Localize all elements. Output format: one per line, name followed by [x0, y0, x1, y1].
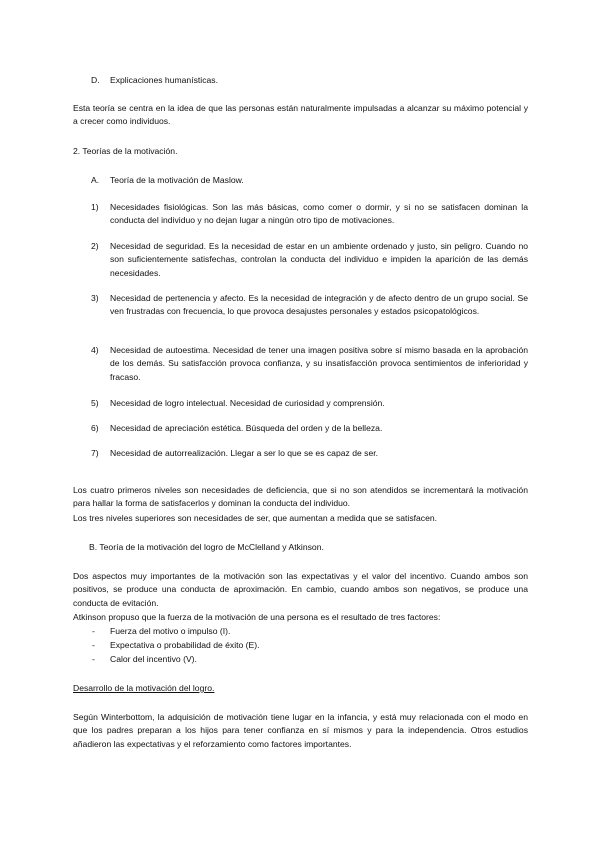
- section-d-title: Explicaciones humanísticas.: [110, 75, 218, 85]
- need-1-text: Son las más básicas, como comer o dormir, y si no se satisfacen dominan la conducta del individuo y no dejan lugar a ningún otro tipo de motivaciones.: [110, 202, 528, 226]
- need-2-item: [110, 240, 528, 280]
- need-6-text: Búsqueda del orden y de la belleza.: [245, 423, 383, 433]
- need-1-number: 1): [91, 202, 99, 212]
- need-7-text: Llegar a ser lo que se es capaz de ser.: [230, 448, 379, 458]
- humanistic-paragraph: Esta teoría se centra en la idea de que las personas están naturalmente impulsadas a alcanzar su máximo potencial y a crecer como individuos.: [73, 103, 528, 127]
- need-5-item: [110, 397, 528, 410]
- need-2-label: Necesidad de seguridad.: [110, 241, 207, 251]
- need-4-item: [110, 344, 528, 384]
- need-6-item: [110, 422, 528, 435]
- need-7-label: Necesidad de autorrealización.: [110, 448, 228, 458]
- need-2-number: 2): [91, 241, 99, 251]
- need-6-number: 6): [91, 423, 99, 433]
- need-4-label: Necesidad de autoestima.: [110, 345, 211, 355]
- section-b-title: B. Teoría de la motivación del logro de McClelland y Atkinson.: [89, 542, 324, 552]
- factor-3-text: Calor del incentivo (V).: [110, 654, 197, 664]
- development-heading: Desarrollo de la motivación del logro.: [73, 683, 215, 693]
- levels-paragraph-1: Los cuatro primeros niveles son necesidades de deficiencia, que si no son atendidos se incrementará la motivación para hallar la forma de satisfacerlos y dominan la conducta del individuo.: [73, 485, 528, 509]
- winterbottom-paragraph: Según Winterbottom, la adquisición de motivación tiene lugar en la infancia, y está muy relacionada con el modo en que los padres preparan a los hijos para tener confianza en sí mismos y para la independencia. Otros estudios añadieron las expectativas y el reforzamiento como factores importantes.: [73, 712, 528, 749]
- mcclelland-paragraph: Dos aspectos muy importantes de la motivación son las expectativas y el valor del incentivo. Cuando ambos son positivos, se produce una conducta de aproximación. En cambio, cuando ambos son negativos, se produce una conducta de evitación.: [73, 571, 528, 608]
- need-7-item: [110, 447, 528, 460]
- atkinson-intro: Atkinson propuso que la fuerza de la motivación de una persona es el resultado de tres factores:: [73, 612, 441, 622]
- factor-2-text: Expectativa o probabilidad de éxito (E).: [110, 640, 260, 650]
- factor-3-bullet: -: [92, 654, 95, 664]
- need-4-text: Necesidad de tener una imagen positiva sobre sí mismo basada en la aprobación de los demás. Su satisfacción provoca confianza, y su insatisfacción provoca sentimientos de inferioridad y fracaso.: [110, 345, 529, 382]
- need-1-item: [110, 201, 528, 228]
- need-2-text: Es la necesidad de estar en un ambiente ordenado y justo, sin peligro. Cuando no son suficientemente satisfechas, controlan la conducta del individuo e impiden la aparición de las demás necesidades.: [110, 241, 529, 278]
- need-6-label: Necesidad de apreciación estética.: [110, 423, 244, 433]
- factor-2-bullet: -: [92, 640, 95, 650]
- need-5-number: 5): [91, 398, 99, 408]
- need-3-text: Es la necesidad de integración y de afecto dentro de un grupo social. Se ven frustradas con frecuencia, lo que provoca desajustes personales y estados psicopatológicos.: [110, 293, 528, 317]
- need-3-item: [110, 292, 528, 319]
- section-a-letter: A.: [91, 175, 100, 185]
- need-5-text: Necesidad de curiosidad y comprensión.: [229, 398, 385, 408]
- factor-1-text: Fuerza del motivo o impulso (I).: [110, 626, 231, 636]
- need-4-number: 4): [91, 345, 99, 355]
- need-5-label: Necesidad de logro intelectual.: [110, 398, 228, 408]
- section-d-letter: D.: [91, 75, 100, 85]
- need-3-number: 3): [91, 293, 99, 303]
- levels-paragraph-2: Los tres niveles superiores son necesidades de ser, que aumentan a medida que se satisfacen.: [73, 513, 438, 523]
- need-1-label: Necesidades fisiológicas.: [110, 202, 209, 212]
- need-7-number: 7): [91, 448, 99, 458]
- need-3-label: Necesidad de pertenencia y afecto.: [110, 293, 246, 303]
- heading-motivation-theories: 2. Teorías de la motivación.: [73, 146, 178, 156]
- factor-1-bullet: -: [92, 626, 95, 636]
- section-a-title: Teoría de la motivación de Maslow.: [110, 175, 244, 185]
